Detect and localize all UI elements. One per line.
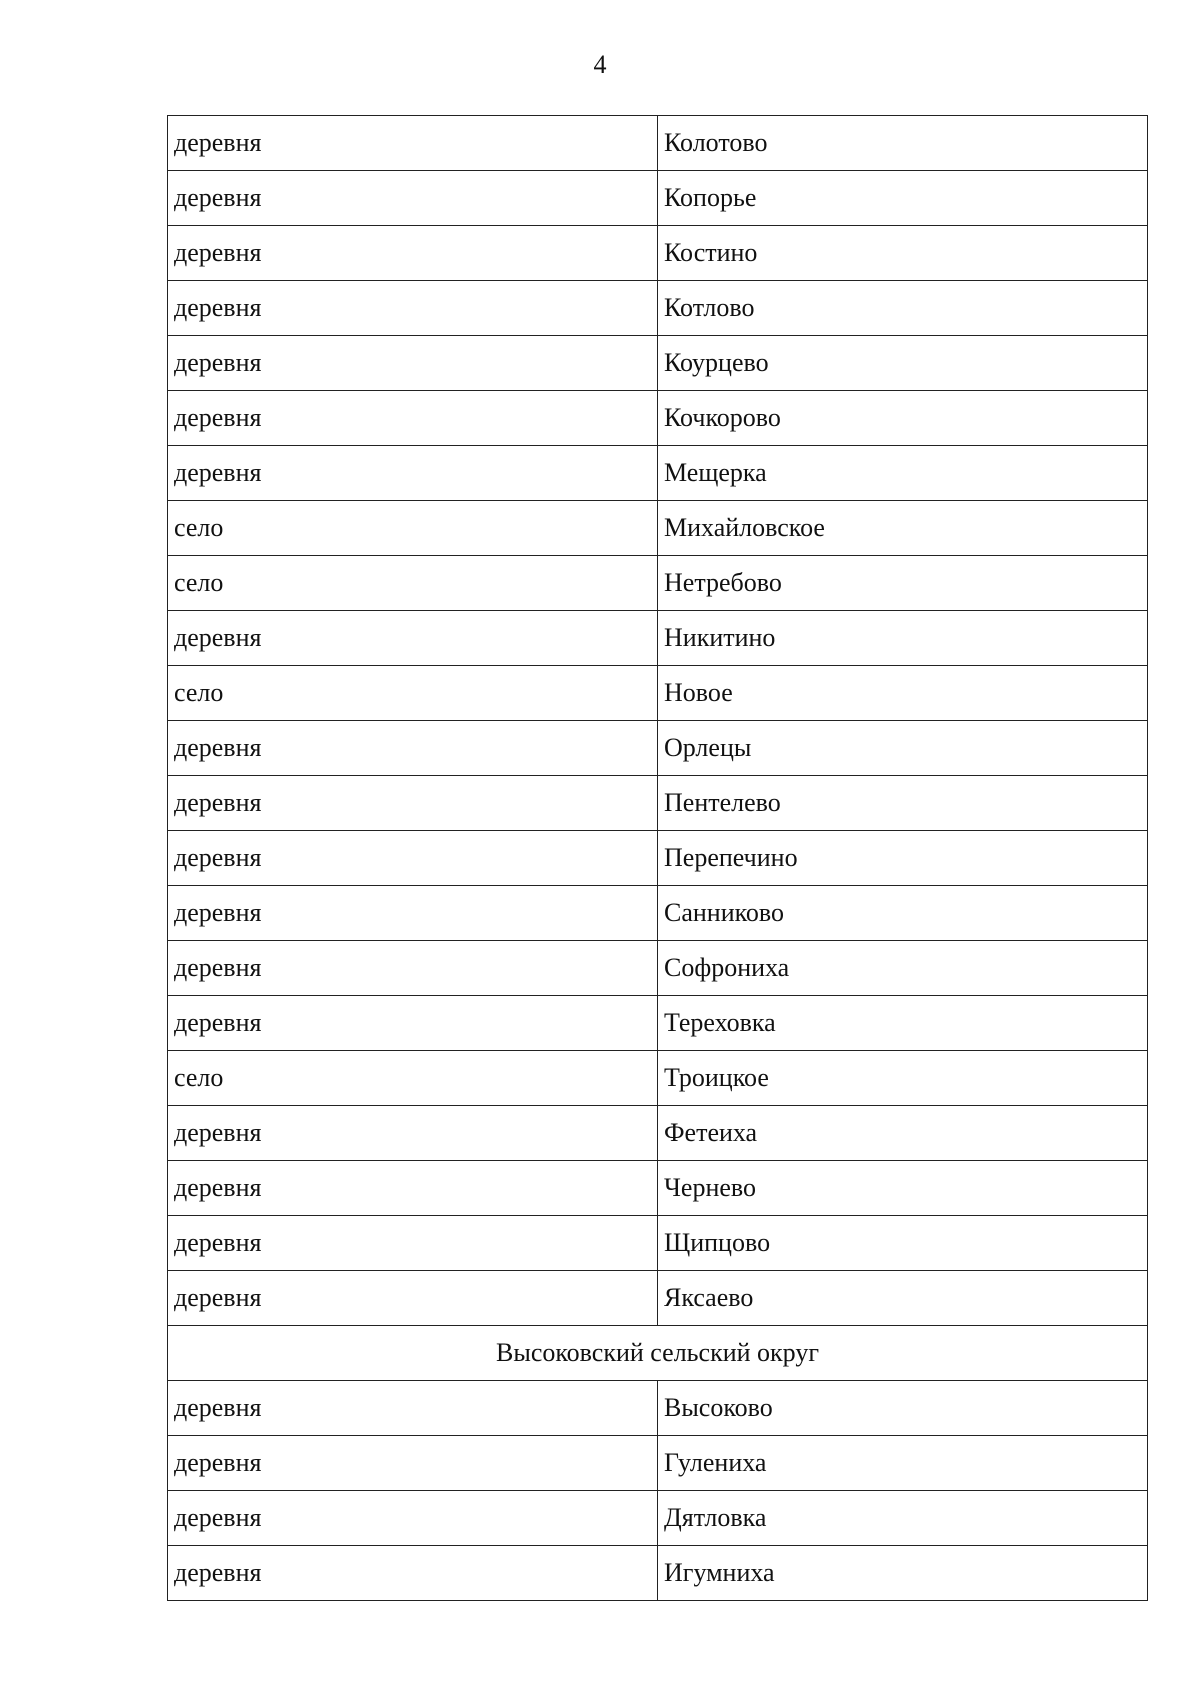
settlement-name: Кочкорово [658, 391, 1148, 446]
settlement-type: деревня [168, 171, 658, 226]
settlement-name: Нетребово [658, 556, 1148, 611]
settlement-type: деревня [168, 1271, 658, 1326]
table-row [168, 1436, 1148, 1491]
settlement-type: деревня [168, 1216, 658, 1271]
settlements-table [167, 115, 1148, 1601]
settlement-name: Дятловка [658, 1491, 1148, 1546]
settlement-type: деревня [168, 776, 658, 831]
settlement-type: село [168, 666, 658, 721]
section-header-row [168, 1326, 1148, 1381]
table-row [168, 391, 1148, 446]
table-row [168, 446, 1148, 501]
settlement-name: Перепечино [658, 831, 1148, 886]
settlement-type: деревня [168, 831, 658, 886]
settlement-type: деревня [168, 1161, 658, 1216]
table-row [168, 1051, 1148, 1106]
settlement-name: Орлецы [658, 721, 1148, 776]
settlement-type: деревня [168, 391, 658, 446]
table-row [168, 721, 1148, 776]
settlement-type: деревня [168, 996, 658, 1051]
table-row [168, 1381, 1148, 1436]
settlement-name: Новое [658, 666, 1148, 721]
settlement-name: Фетеиха [658, 1106, 1148, 1161]
table-row [168, 886, 1148, 941]
page-number: 4 [593, 50, 607, 79]
table-row [168, 501, 1148, 556]
settlement-name: Копорье [658, 171, 1148, 226]
settlement-name: Троицкое [658, 1051, 1148, 1106]
table-row [168, 776, 1148, 831]
settlement-type: деревня [168, 281, 658, 336]
table-row [168, 1216, 1148, 1271]
settlement-type: деревня [168, 1436, 658, 1491]
settlement-type: деревня [168, 226, 658, 281]
settlement-type: деревня [168, 116, 658, 171]
table-row [168, 226, 1148, 281]
settlement-name: Котлово [658, 281, 1148, 336]
table-row [168, 611, 1148, 666]
table-row [168, 1271, 1148, 1326]
table-row [168, 1161, 1148, 1216]
settlement-type: деревня [168, 941, 658, 996]
section-title: Высоковский сельский округ [168, 1326, 1148, 1381]
settlement-name: Мещерка [658, 446, 1148, 501]
settlement-type: деревня [168, 336, 658, 391]
settlement-type: село [168, 1051, 658, 1106]
table-row [168, 281, 1148, 336]
table-row [168, 1491, 1148, 1546]
settlement-name: Костино [658, 226, 1148, 281]
settlement-type: деревня [168, 1491, 658, 1546]
settlement-name: Никитино [658, 611, 1148, 666]
settlements-table-body [168, 116, 1148, 1601]
settlement-name: Чернево [658, 1161, 1148, 1216]
table-row [168, 1546, 1148, 1601]
settlement-name: Высоково [658, 1381, 1148, 1436]
settlement-name: Софрониха [658, 941, 1148, 996]
settlement-type: деревня [168, 446, 658, 501]
table-row [168, 171, 1148, 226]
settlement-name: Тереховка [658, 996, 1148, 1051]
settlement-type: деревня [168, 721, 658, 776]
table-row [168, 996, 1148, 1051]
settlement-name: Михайловское [658, 501, 1148, 556]
settlement-type: деревня [168, 1106, 658, 1161]
table-row [168, 1106, 1148, 1161]
table-row [168, 556, 1148, 611]
settlement-name: Яксаево [658, 1271, 1148, 1326]
settlement-type: деревня [168, 611, 658, 666]
settlement-type: село [168, 501, 658, 556]
settlement-name: Санниково [658, 886, 1148, 941]
settlement-name: Коурцево [658, 336, 1148, 391]
settlement-type: деревня [168, 1546, 658, 1601]
settlement-type: село [168, 556, 658, 611]
settlement-name: Пентелево [658, 776, 1148, 831]
settlement-type: деревня [168, 1381, 658, 1436]
table-row [168, 336, 1148, 391]
settlement-type: деревня [168, 886, 658, 941]
settlement-name: Колотово [658, 116, 1148, 171]
table-row [168, 666, 1148, 721]
settlement-name: Щипцово [658, 1216, 1148, 1271]
settlement-name: Игумниха [658, 1546, 1148, 1601]
settlement-name: Гулениха [658, 1436, 1148, 1491]
table-row [168, 116, 1148, 171]
table-row [168, 831, 1148, 886]
table-row [168, 941, 1148, 996]
